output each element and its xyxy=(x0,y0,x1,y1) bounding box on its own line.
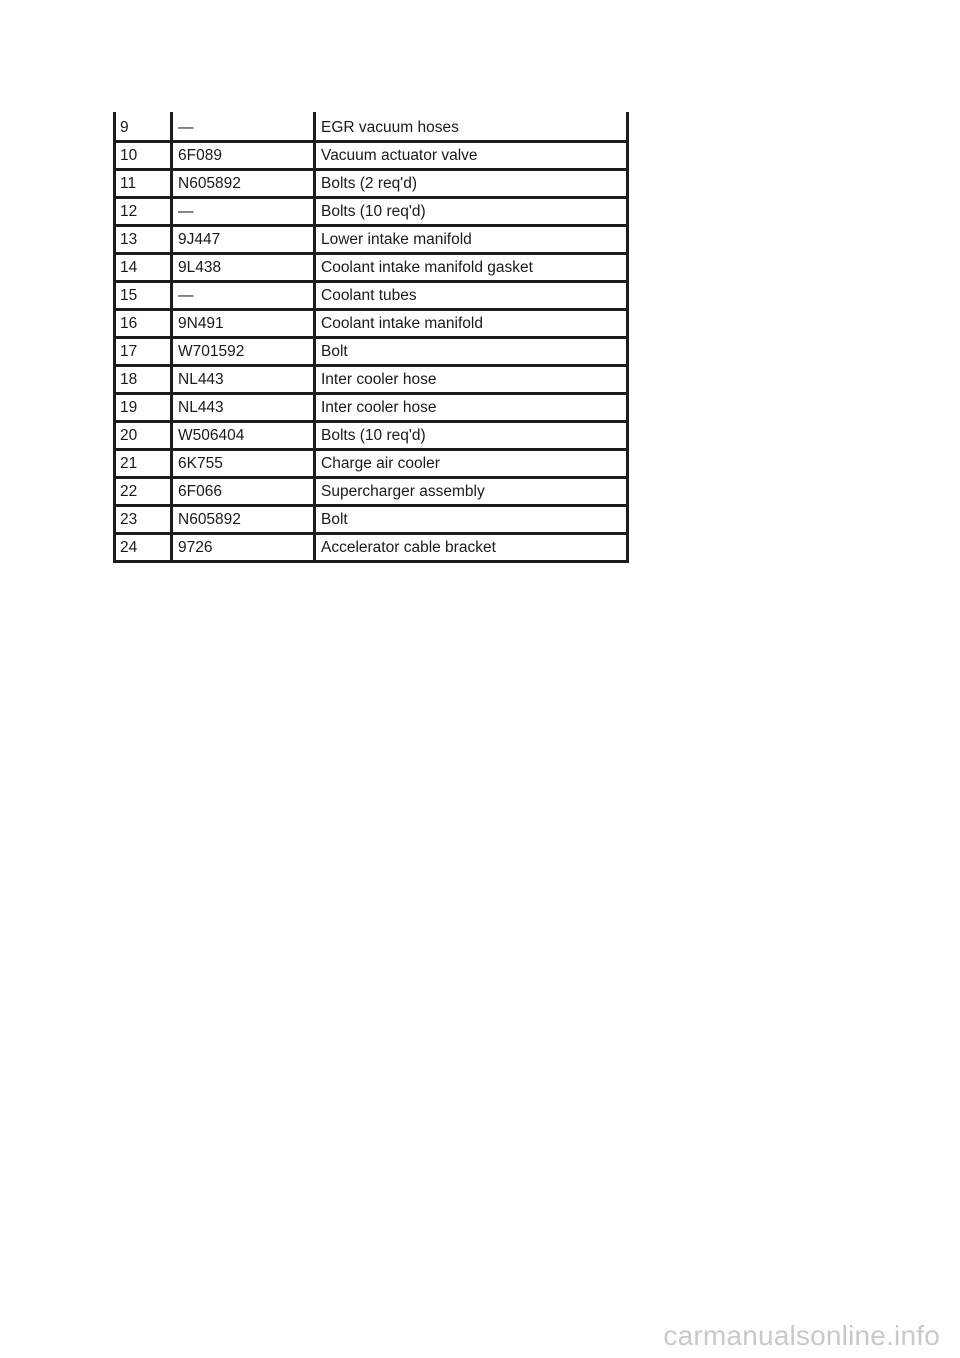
part-number: NL443 xyxy=(172,366,315,394)
table-row xyxy=(115,170,628,198)
part-description: Vacuum actuator valve xyxy=(315,142,628,170)
part-number: 9N491 xyxy=(172,310,315,338)
item-number: 11 xyxy=(115,170,172,198)
part-number: 9L438 xyxy=(172,254,315,282)
table-row xyxy=(115,394,628,422)
part-number: — xyxy=(172,112,315,142)
parts-table-body xyxy=(115,112,628,562)
table-row xyxy=(115,534,628,562)
table-row xyxy=(115,254,628,282)
item-number: 13 xyxy=(115,226,172,254)
table-row xyxy=(115,506,628,534)
part-number: W701592 xyxy=(172,338,315,366)
part-description: EGR vacuum hoses xyxy=(315,112,628,142)
part-description: Bolt xyxy=(315,338,628,366)
part-description: Bolts (10 req'd) xyxy=(315,422,628,450)
item-number: 16 xyxy=(115,310,172,338)
part-description: Coolant intake manifold xyxy=(315,310,628,338)
part-description: Bolts (2 req'd) xyxy=(315,170,628,198)
part-number: N605892 xyxy=(172,170,315,198)
item-number: 24 xyxy=(120,539,138,556)
watermark: carmanualsonline.info xyxy=(663,1320,940,1351)
part-description: Bolts (10 req'd) xyxy=(315,198,628,226)
item-number: 18 xyxy=(115,366,172,394)
part-number: NL443 xyxy=(172,394,315,422)
part-description: Charge air cooler xyxy=(315,450,628,478)
part-number: 6K755 xyxy=(172,450,315,478)
table-row xyxy=(115,338,628,366)
item-number: 22 xyxy=(115,478,172,506)
table-row xyxy=(115,112,628,142)
item-number: 21 xyxy=(115,450,172,478)
part-number: N605892 xyxy=(172,506,315,534)
part-number: 6F089 xyxy=(172,142,315,170)
part-description: Coolant intake manifold gasket xyxy=(315,254,628,282)
part-number: 6F066 xyxy=(172,478,315,506)
parts-table xyxy=(113,112,629,563)
table-row xyxy=(115,282,628,310)
item-number: 10 xyxy=(115,142,172,170)
part-number: — xyxy=(172,282,315,310)
part-description: Accelerator cable bracket xyxy=(315,534,628,562)
item-number: 12 xyxy=(115,198,172,226)
item-number: 14 xyxy=(115,254,172,282)
part-number: 9726 xyxy=(172,534,315,562)
part-description: Bolt xyxy=(315,506,628,534)
table-row xyxy=(115,226,628,254)
table-row xyxy=(115,450,628,478)
table-row xyxy=(115,478,628,506)
part-description: Coolant tubes xyxy=(315,282,628,310)
part-number: — xyxy=(172,198,315,226)
table-row xyxy=(115,142,628,170)
part-description: Supercharger assembly xyxy=(315,478,628,506)
table-row xyxy=(115,366,628,394)
item-number: 15 xyxy=(115,282,172,310)
part-number: W506404 xyxy=(172,422,315,450)
part-description: Inter cooler hose xyxy=(315,394,628,422)
item-number: 20 xyxy=(115,422,172,450)
part-description: Lower intake manifold xyxy=(315,226,628,254)
item-number: 9 xyxy=(115,112,172,142)
table-row xyxy=(115,198,628,226)
item-number: 17 xyxy=(115,338,172,366)
part-description: Inter cooler hose xyxy=(315,366,628,394)
table-row xyxy=(115,422,628,450)
item-number: 19 xyxy=(115,394,172,422)
table-row xyxy=(115,310,628,338)
item-number: 23 xyxy=(115,506,172,534)
part-number: 9J447 xyxy=(172,226,315,254)
